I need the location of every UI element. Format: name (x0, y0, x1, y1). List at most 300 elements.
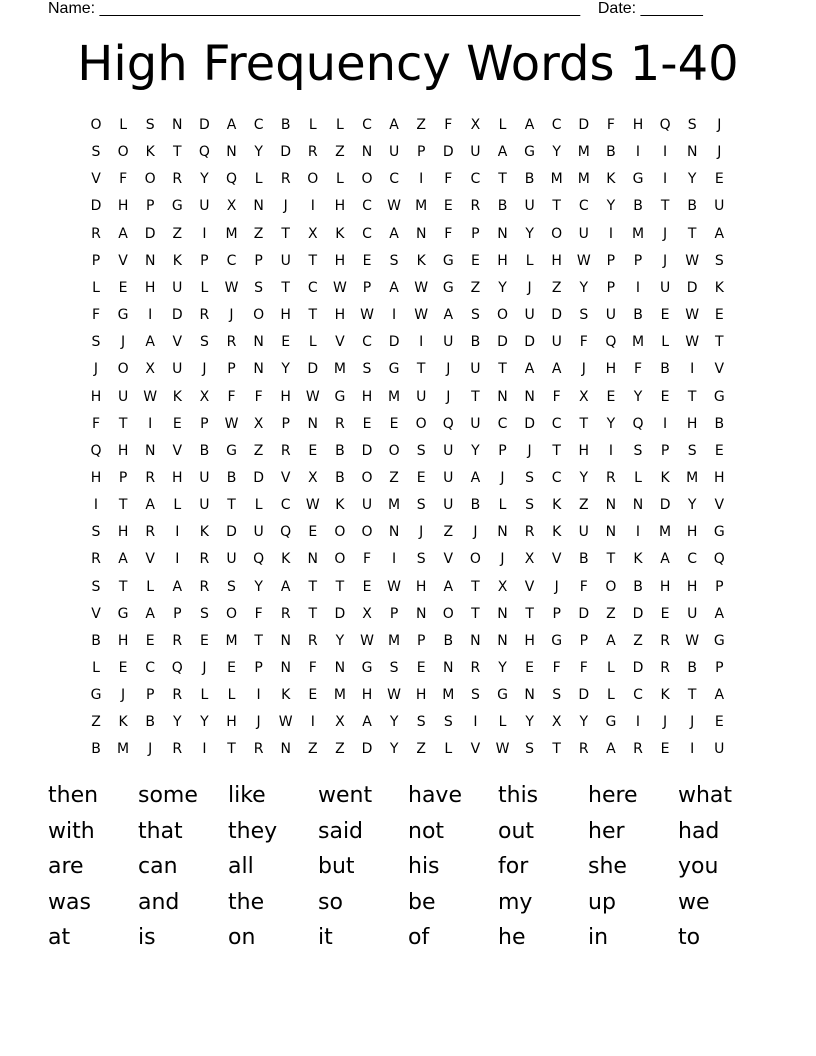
grid-letter[interactable]: B (280, 117, 291, 133)
grid-letter[interactable]: G (713, 388, 725, 405)
grid-letter[interactable]: I (635, 524, 641, 541)
grid-letter[interactable]: E (308, 524, 318, 541)
grid-letter[interactable]: K (633, 551, 643, 568)
grid-letter[interactable]: O (605, 578, 617, 595)
grid-letter[interactable]: I (392, 551, 397, 568)
grid-letter[interactable]: M (577, 171, 590, 188)
grid-letter[interactable]: N (388, 524, 400, 541)
grid-letter[interactable]: R (280, 605, 291, 622)
grid-letter[interactable]: C (226, 252, 237, 269)
grid-letter[interactable]: T (498, 171, 507, 188)
grid-letter[interactable]: Z (335, 741, 345, 758)
grid-letter[interactable]: B (687, 660, 697, 676)
grid-letter[interactable]: H (497, 252, 508, 269)
grid-letter[interactable]: X (470, 117, 481, 133)
grid-letter[interactable]: F (91, 307, 101, 324)
grid-letter[interactable]: N (144, 442, 156, 459)
grid-letter[interactable]: S (416, 551, 426, 568)
grid-letter[interactable]: D (632, 660, 644, 676)
grid-letter[interactable]: A (714, 687, 725, 704)
grid-letter[interactable]: S (91, 578, 101, 595)
grid-letter[interactable]: A (226, 117, 237, 133)
grid-letter[interactable]: P (552, 605, 561, 622)
grid-letter[interactable]: N (497, 388, 508, 405)
grid-letter[interactable]: L (498, 117, 507, 133)
grid-letter[interactable]: C (389, 171, 399, 188)
grid-letter[interactable]: U (388, 144, 400, 161)
grid-letter[interactable]: D (199, 117, 210, 133)
grid-letter[interactable]: Y (687, 497, 697, 514)
grid-letter[interactable]: T (660, 198, 670, 215)
grid-letter[interactable]: X (308, 225, 318, 242)
grid-letter[interactable]: H (686, 524, 698, 541)
grid-letter[interactable]: V (335, 334, 345, 351)
grid-letter[interactable]: Q (632, 415, 644, 432)
grid-letter[interactable]: D (253, 469, 264, 486)
grid-letter[interactable]: I (175, 551, 180, 568)
grid-letter[interactable]: C (497, 415, 508, 432)
grid-letter[interactable]: W (685, 307, 700, 324)
grid-letter[interactable]: P (227, 361, 236, 378)
grid-letter[interactable]: W (685, 632, 700, 649)
grid-letter[interactable]: G (442, 279, 454, 296)
grid-letter[interactable]: P (498, 442, 507, 459)
grid-letter[interactable]: D (524, 334, 535, 351)
grid-letter[interactable]: A (145, 334, 155, 351)
grid-letter[interactable]: A (389, 117, 399, 133)
grid-letter[interactable]: R (280, 442, 291, 459)
grid-letter[interactable]: Y (606, 198, 616, 215)
grid-letter[interactable]: Z (551, 279, 562, 296)
grid-letter[interactable]: T (308, 605, 318, 622)
grid-letter[interactable]: Q (659, 117, 671, 133)
grid-letter[interactable]: U (578, 225, 589, 242)
grid-letter[interactable]: M (225, 632, 238, 649)
grid-letter[interactable]: F (444, 225, 453, 242)
grid-letter[interactable]: H (90, 388, 102, 405)
grid-letter[interactable]: R (660, 632, 670, 649)
grid-letter[interactable]: P (606, 279, 616, 296)
grid-letter[interactable]: M (117, 741, 130, 758)
grid-letter[interactable]: D (632, 605, 644, 622)
grid-letter[interactable]: K (172, 388, 182, 405)
grid-letter[interactable]: G (334, 388, 346, 405)
grid-letter[interactable]: U (443, 334, 454, 351)
grid-letter[interactable]: U (524, 307, 535, 324)
grid-letter[interactable]: U (687, 605, 698, 622)
grid-letter[interactable]: R (172, 632, 183, 649)
grid-letter[interactable]: N (253, 198, 264, 215)
grid-letter[interactable]: U (551, 334, 562, 351)
grid-letter[interactable]: H (117, 198, 129, 215)
grid-letter[interactable]: L (525, 252, 534, 269)
grid-letter[interactable]: F (579, 334, 588, 351)
grid-letter[interactable]: W (143, 388, 158, 405)
grid-letter[interactable]: S (91, 144, 101, 161)
grid-letter[interactable]: I (392, 307, 397, 324)
grid-letter[interactable]: E (308, 687, 318, 704)
grid-letter[interactable]: W (576, 252, 591, 269)
grid-letter[interactable]: F (254, 388, 263, 405)
grid-letter[interactable]: U (605, 307, 617, 324)
grid-letter[interactable]: H (117, 524, 129, 541)
grid-letter[interactable]: G (605, 714, 617, 731)
grid-letter[interactable]: J (121, 687, 126, 704)
grid-letter[interactable]: P (254, 660, 263, 676)
grid-letter[interactable]: T (227, 497, 236, 514)
grid-letter[interactable]: V (280, 469, 291, 486)
grid-letter[interactable]: B (714, 415, 725, 432)
grid-letter[interactable]: O (415, 415, 427, 432)
grid-letter[interactable]: X (551, 714, 562, 731)
grid-letter[interactable]: O (225, 605, 238, 622)
grid-letter[interactable]: M (333, 361, 346, 378)
grid-letter[interactable]: F (633, 361, 643, 378)
grid-letter[interactable]: H (659, 578, 671, 595)
grid-letter[interactable]: H (361, 687, 373, 704)
grid-letter[interactable]: D (361, 741, 373, 758)
grid-letter[interactable]: F (362, 551, 372, 568)
grid-letter[interactable]: U (524, 198, 535, 215)
grid-letter[interactable]: H (334, 198, 346, 215)
grid-letter[interactable]: D (144, 225, 156, 242)
grid-letter[interactable]: F (91, 415, 101, 432)
grid-letter[interactable]: S (714, 252, 724, 269)
grid-letter[interactable]: T (525, 605, 534, 622)
grid-letter[interactable]: I (690, 741, 695, 758)
grid-letter[interactable]: I (310, 714, 315, 731)
grid-letter[interactable]: B (199, 442, 210, 459)
grid-letter[interactable]: P (606, 252, 616, 269)
date-field[interactable]: Date: _______ (597, 0, 703, 17)
grid-letter[interactable]: E (362, 415, 372, 432)
grid-letter[interactable]: M (577, 144, 590, 161)
grid-letter[interactable]: D (578, 605, 590, 622)
grid-letter[interactable]: O (144, 171, 156, 188)
grid-letter[interactable]: R (335, 415, 345, 432)
grid-letter[interactable]: P (715, 660, 724, 676)
grid-letter[interactable]: U (714, 741, 725, 758)
grid-letter[interactable]: I (148, 415, 153, 432)
grid-letter[interactable]: E (443, 198, 453, 215)
grid-letter[interactable]: V (91, 605, 101, 622)
grid-letter[interactable]: D (171, 307, 183, 324)
grid-letter[interactable]: A (145, 497, 155, 514)
grid-letter[interactable]: Y (389, 741, 399, 758)
grid-letter[interactable]: W (224, 279, 239, 296)
grid-letter[interactable]: L (92, 279, 100, 296)
grid-letter[interactable]: B (443, 632, 454, 649)
grid-letter[interactable]: J (500, 469, 505, 486)
grid-letter[interactable]: R (199, 551, 210, 568)
grid-letter[interactable]: H (90, 469, 102, 486)
grid-letter[interactable]: T (173, 144, 182, 161)
grid-letter[interactable]: H (280, 307, 291, 324)
grid-letter[interactable]: C (362, 334, 372, 351)
grid-letter[interactable]: B (335, 469, 345, 486)
grid-letter[interactable]: L (634, 469, 642, 486)
grid-letter[interactable]: Z (335, 144, 345, 161)
grid-letter[interactable]: G (442, 252, 454, 269)
grid-letter[interactable]: E (227, 660, 236, 676)
grid-letter[interactable]: X (524, 551, 535, 568)
grid-letter[interactable]: P (416, 144, 426, 161)
grid-letter[interactable]: S (687, 117, 697, 133)
grid-letter[interactable]: T (579, 415, 589, 432)
grid-letter[interactable]: N (307, 551, 319, 568)
grid-letter[interactable]: T (687, 687, 697, 704)
grid-letter[interactable]: E (714, 171, 724, 188)
grid-letter[interactable]: T (118, 578, 128, 595)
grid-letter[interactable]: P (416, 632, 426, 649)
grid-letter[interactable]: Z (633, 632, 643, 649)
grid-letter[interactable]: Y (254, 144, 263, 161)
grid-letter[interactable]: G (171, 198, 183, 215)
grid-letter[interactable]: U (470, 361, 481, 378)
grid-letter[interactable]: D (497, 334, 508, 351)
grid-letter[interactable]: R (172, 687, 183, 704)
grid-letter[interactable]: R (470, 198, 481, 215)
grid-letter[interactable]: V (714, 361, 725, 378)
grid-letter[interactable]: E (714, 714, 724, 731)
grid-letter[interactable]: B (497, 198, 508, 215)
grid-letter[interactable]: U (659, 279, 671, 296)
grid-letter[interactable]: S (687, 442, 697, 459)
grid-letter[interactable]: G (551, 632, 563, 649)
grid-letter[interactable]: R (145, 469, 156, 486)
grid-letter[interactable]: I (419, 171, 424, 188)
grid-letter[interactable]: A (497, 144, 508, 161)
grid-letter[interactable]: R (172, 171, 183, 188)
grid-letter[interactable]: C (362, 117, 372, 133)
grid-letter[interactable]: N (497, 225, 508, 242)
grid-letter[interactable]: I (663, 415, 668, 432)
grid-letter[interactable]: V (172, 442, 183, 459)
grid-letter[interactable]: O (361, 469, 373, 486)
grid-letter[interactable]: L (661, 334, 669, 351)
grid-letter[interactable]: E (145, 632, 155, 649)
grid-letter[interactable]: H (415, 687, 427, 704)
grid-letter[interactable]: R (145, 524, 156, 541)
grid-letter[interactable]: T (552, 198, 561, 215)
grid-letter[interactable]: B (226, 469, 237, 486)
grid-letter[interactable]: U (226, 551, 237, 568)
grid-letter[interactable]: D (280, 144, 292, 161)
grid-letter[interactable]: J (527, 279, 532, 296)
grid-letter[interactable]: E (362, 578, 372, 595)
grid-letter[interactable]: C (280, 497, 291, 514)
grid-letter[interactable]: A (524, 361, 535, 378)
grid-letter[interactable]: G (632, 171, 644, 188)
grid-letter[interactable]: C (470, 171, 481, 188)
grid-letter[interactable]: W (224, 415, 239, 432)
grid-letter[interactable]: H (117, 442, 129, 459)
grid-letter[interactable]: D (226, 524, 237, 541)
grid-letter[interactable]: L (335, 117, 344, 133)
grid-letter[interactable]: Y (200, 714, 209, 731)
grid-letter[interactable]: M (388, 388, 401, 405)
grid-letter[interactable]: O (117, 361, 129, 378)
grid-letter[interactable]: Y (389, 714, 399, 731)
grid-letter[interactable]: T (118, 497, 128, 514)
grid-letter[interactable]: H (361, 388, 373, 405)
grid-letter[interactable]: P (118, 469, 128, 486)
grid-letter[interactable]: S (199, 605, 209, 622)
grid-letter[interactable]: K (281, 687, 291, 704)
grid-letter[interactable]: S (416, 497, 426, 514)
grid-letter[interactable]: Z (253, 225, 264, 242)
grid-letter[interactable]: D (361, 442, 373, 459)
grid-letter[interactable]: T (416, 361, 426, 378)
grid-letter[interactable]: F (552, 660, 561, 676)
grid-letter[interactable]: J (93, 361, 99, 378)
grid-letter[interactable]: Y (200, 171, 209, 188)
grid-letter[interactable]: J (500, 551, 505, 568)
grid-letter[interactable]: R (307, 632, 318, 649)
grid-letter[interactable]: S (91, 524, 101, 541)
grid-letter[interactable]: G (713, 632, 725, 649)
grid-letter[interactable]: U (117, 388, 129, 405)
grid-letter[interactable]: W (387, 198, 402, 215)
grid-letter[interactable]: U (253, 524, 264, 541)
grid-letter[interactable]: W (278, 714, 293, 731)
grid-letter[interactable]: I (93, 497, 99, 514)
grid-letter[interactable]: Y (525, 714, 534, 731)
grid-letter[interactable]: J (202, 660, 207, 676)
grid-letter[interactable]: N (497, 524, 508, 541)
grid-letter[interactable]: N (226, 144, 237, 161)
grid-letter[interactable]: E (606, 388, 616, 405)
grid-letter[interactable]: R (226, 334, 237, 351)
grid-letter[interactable]: J (446, 361, 451, 378)
grid-letter[interactable]: R (91, 225, 101, 242)
grid-letter[interactable]: W (685, 252, 700, 269)
grid-letter[interactable]: J (690, 714, 695, 731)
grid-letter[interactable]: L (444, 741, 453, 758)
grid-letter[interactable]: T (471, 605, 480, 622)
grid-letter[interactable]: K (281, 551, 291, 568)
grid-letter[interactable]: H (172, 469, 183, 486)
grid-letter[interactable]: B (687, 198, 697, 215)
grid-letter[interactable]: A (362, 714, 372, 731)
grid-letter[interactable]: W (495, 741, 510, 758)
grid-letter[interactable]: Q (605, 334, 617, 351)
grid-letter[interactable]: D (578, 117, 590, 133)
grid-letter[interactable]: I (635, 714, 641, 731)
grid-letter[interactable]: Y (579, 714, 589, 731)
grid-letter[interactable]: U (199, 469, 210, 486)
grid-letter[interactable]: V (524, 578, 535, 595)
grid-letter[interactable]: J (473, 524, 478, 541)
grid-letter[interactable]: O (551, 225, 563, 242)
grid-letter[interactable]: A (714, 225, 725, 242)
grid-letter[interactable]: R (578, 741, 589, 758)
grid-letter[interactable]: Y (633, 388, 643, 405)
grid-letter[interactable]: Y (498, 279, 507, 296)
grid-letter[interactable]: R (172, 741, 183, 758)
grid-letter[interactable]: T (552, 442, 561, 459)
grid-letter[interactable]: U (199, 198, 210, 215)
grid-letter[interactable]: H (117, 632, 129, 649)
grid-letter[interactable]: R (91, 551, 101, 568)
grid-letter[interactable]: O (388, 442, 400, 459)
grid-letter[interactable]: S (199, 334, 209, 351)
grid-letter[interactable]: O (253, 307, 265, 324)
grid-letter[interactable]: Q (90, 442, 102, 459)
grid-letter[interactable]: A (714, 605, 725, 622)
grid-letter[interactable]: L (606, 687, 615, 704)
grid-letter[interactable]: S (525, 741, 535, 758)
grid-letter[interactable]: P (254, 252, 263, 269)
grid-letter[interactable]: K (606, 171, 616, 188)
grid-letter[interactable]: J (581, 361, 586, 378)
grid-letter[interactable]: T (687, 388, 697, 405)
grid-letter[interactable]: B (470, 334, 481, 351)
grid-letter[interactable]: T (118, 415, 128, 432)
grid-letter[interactable]: B (335, 442, 345, 459)
grid-letter[interactable]: T (308, 252, 318, 269)
grid-letter[interactable]: C (362, 198, 372, 215)
grid-letter[interactable]: I (473, 714, 478, 731)
grid-letter[interactable]: G (497, 687, 508, 704)
grid-letter[interactable]: I (202, 225, 207, 242)
grid-letter[interactable]: K (172, 252, 182, 269)
grid-letter[interactable]: D (307, 361, 319, 378)
grid-letter[interactable]: U (578, 524, 589, 541)
grid-letter[interactable]: Q (171, 660, 183, 676)
grid-letter[interactable]: V (91, 171, 101, 188)
grid-letter[interactable]: O (442, 605, 454, 622)
grid-letter[interactable]: E (172, 415, 182, 432)
grid-letter[interactable]: K (660, 469, 670, 486)
grid-letter[interactable]: O (469, 551, 481, 568)
grid-letter[interactable]: O (334, 551, 346, 568)
grid-letter[interactable]: M (388, 497, 401, 514)
grid-letter[interactable]: P (389, 605, 399, 622)
grid-letter[interactable]: Y (606, 415, 616, 432)
grid-letter[interactable]: B (524, 171, 535, 188)
grid-letter[interactable]: Y (498, 660, 507, 676)
grid-letter[interactable]: Y (579, 469, 589, 486)
grid-letter[interactable]: S (525, 497, 535, 514)
grid-letter[interactable]: G (117, 605, 129, 622)
grid-letter[interactable]: Y (281, 361, 290, 378)
grid-letter[interactable]: A (606, 741, 616, 758)
grid-letter[interactable]: C (551, 117, 562, 133)
grid-letter[interactable]: B (633, 578, 643, 595)
grid-letter[interactable]: N (443, 660, 454, 676)
grid-letter[interactable]: U (443, 442, 454, 459)
grid-letter[interactable]: K (552, 497, 562, 514)
grid-letter[interactable]: R (280, 171, 291, 188)
grid-letter[interactable]: M (415, 198, 428, 215)
grid-letter[interactable]: V (443, 551, 454, 568)
grid-letter[interactable]: K (118, 714, 128, 731)
grid-letter[interactable]: X (308, 469, 318, 486)
grid-letter[interactable]: N (497, 632, 508, 649)
grid-letter[interactable]: H (578, 442, 590, 459)
grid-letter[interactable]: H (686, 415, 698, 432)
grid-letter[interactable]: O (90, 117, 102, 133)
grid-letter[interactable]: G (90, 687, 102, 704)
grid-letter[interactable]: R (606, 469, 616, 486)
grid-letter[interactable]: J (663, 714, 668, 731)
grid-letter[interactable]: P (660, 442, 670, 459)
grid-letter[interactable]: I (690, 361, 695, 378)
grid-letter[interactable]: K (714, 279, 724, 296)
grid-letter[interactable]: N (307, 415, 319, 432)
grid-letter[interactable]: N (280, 660, 291, 676)
